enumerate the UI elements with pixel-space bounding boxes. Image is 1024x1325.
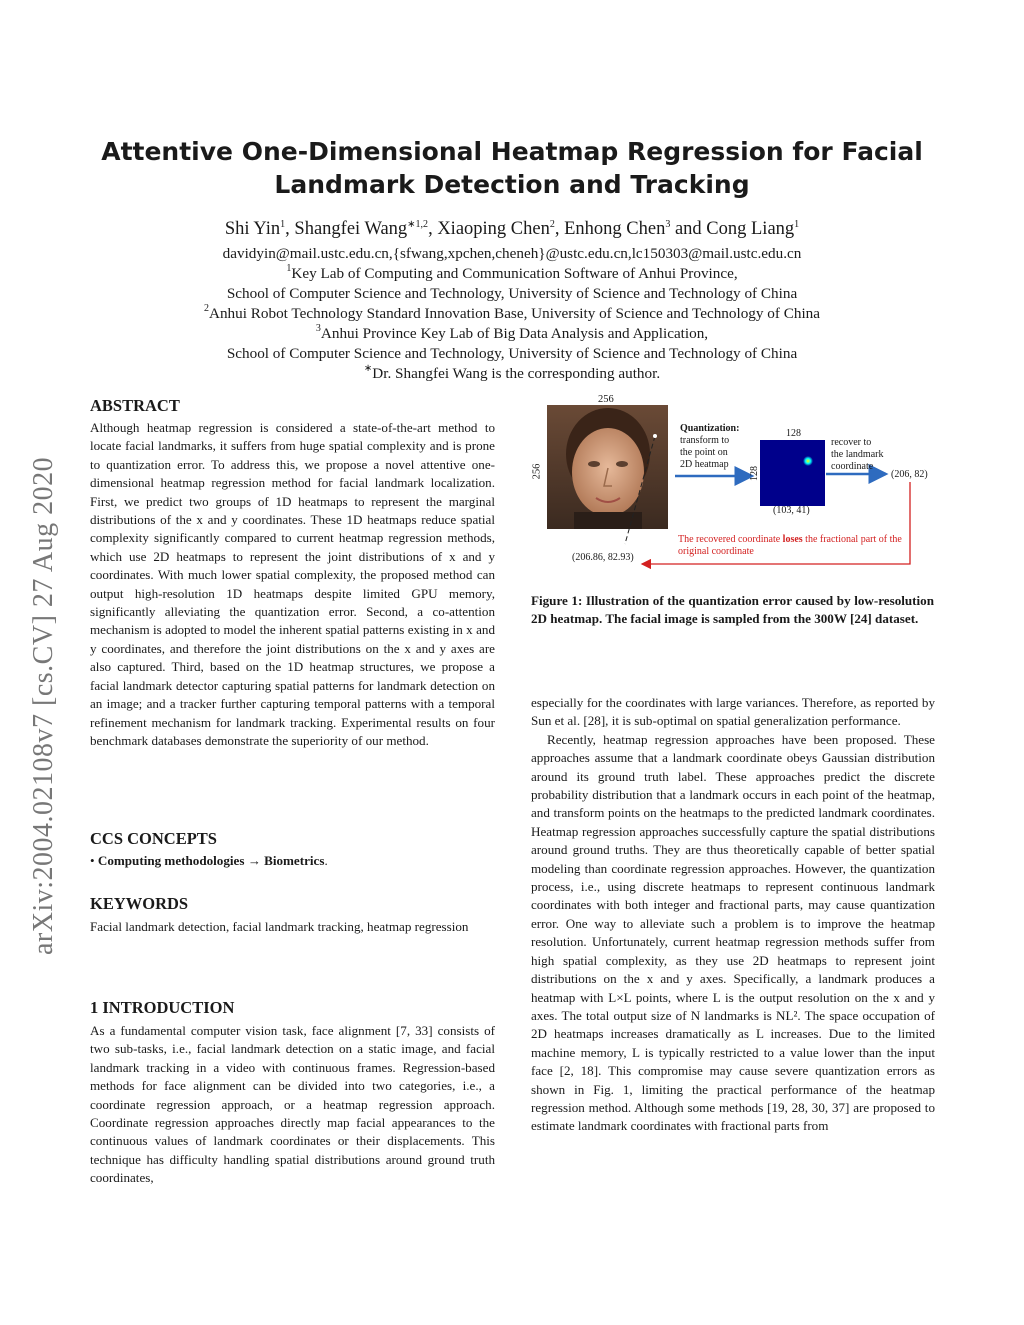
figure-caption: Figure 1: Illustration of the quantization error caused by low-resolution 2D heatmap. The facial image is sampled from the 300W [24] dataset.: [531, 593, 934, 627]
quant-line-3: 2D heatmap: [680, 459, 729, 470]
author-sup: 3: [665, 219, 671, 230]
original-coordinate: (206.86, 82.93): [572, 552, 634, 563]
abstract-body: [90, 419, 495, 750]
author-conjunction: and: [674, 219, 702, 239]
face-image: [547, 405, 668, 529]
face-height-label: 256: [531, 463, 543, 480]
intro-body: [90, 1022, 495, 1188]
error-note-bold: loses: [782, 534, 803, 545]
author-sup: 1: [794, 219, 800, 230]
recover-line-1: recover to: [831, 437, 872, 448]
author-list: Shi Yin$^1$, Shangfei Wang$^{∗1,2}$, Xiaoping Chen$^2$, Enhong Chen$^3$ and Cong Liang$^1$: [224, 219, 800, 239]
title-line-2: Landmark Detection and Tracking: [274, 170, 750, 199]
ccs-body: [90, 852, 495, 870]
affil-text: Dr. Shangfei Wang is the corresponding author.: [372, 365, 661, 382]
abstract-text: Although heatmap regression is considered a state-of-the-art method to locate facial landmarks, it suffers from huge spatial complexity and is prone to quantization error. To address this, we propose a novel attentive one-dimensional heatmap regression method for facial landmark localization. First, we predict two groups of 1D heatmaps to represent the marginal distributions of the x and y coordinates. These 1D heatmaps reduce spatial complexity significantly compared to current heatmap regression methods, which use 2D heatmaps to represent the joint distributions of x and y coordinates. With much lower spatial complexity, the proposed method can output high-resolution 1D heatmaps despite limited GPU memory, significantly alleviating the quantization error. Second, a co-attention mechanism is adopted to model the inherent spatial patterns existing in x and y coordinates, and therefore the joint distributions on the x and y axes are also captured. Third, based on the 1D heatmap structures, we propose a facial landmark detector capturing spatial patterns for landmark detection on an image; and a tracker further capturing temporal patterns with a temporal refinement mechanism for landmark tracking. Experimental results on four benchmark databases demonstrate the superiority of our method.: [90, 420, 495, 748]
arxiv-identifier: arXiv:2004.02108v7 [cs.CV] 27 Aug 2020: [28, 456, 59, 955]
affil-text: Anhui Robot Technology Standard Innovation Base, University of Science and Technology of China: [208, 305, 821, 322]
right-paragraph-2: Recently, heatmap regression approaches have been proposed. These approaches assume that a landmark coordinate obeys Gaussian distribution around its ground truth label. These approaches predict the discrete probability distribution that a landmark occurs in each point of the heatmap, and transform points on the heatmaps to the predicted landmark coordinates. Heatmap regression approaches successfully capture the spatial distributions around ground truths. They are thus theoretically capable of better spatial modeling than coordinate regression approaches. However, the quantization process, i.e., using discrete heatmaps to represent continuous landmark coordinates with both integer and fractional parts, may cause quantization error. One way to alleviate such a problem is to improve the heatmap resolution. Unfortunately, current heatmap regression methods suffer from high spatial complexity, as they use 2D heatmaps to represent joint distributions on the x and y axes. Specifically, a landmark produces a heatmap with L×L points, where L is the output resolution on the x and y axes. The total output size of N landmarks is NL². The space occupation of 2D heatmaps increases dramatically as L increases. Due to the limited machine memory, L is typically restricted to a value lower than the input face [2, 18]. This compromise may cause severe quantization errors as shown in Fig. 1, limiting the practical performance of the heatmap regression method. Although some methods [19, 28, 30, 37] are proposed to estimate landmark coordinates with fractional parts from: [531, 731, 935, 1134]
affiliation-line: [0, 264, 1024, 284]
affil-sup: 2: [203, 303, 209, 314]
intro-text: As a fundamental computer vision task, face alignment [7, 33] consists of two sub-tasks, i.e., facial landmark detection on a static image, and facial landmark tracking in a video with continuous frames. Regression-based methods for face alignment can be divided into two categories, i.e., a coordinate regression approach, or a heatmap regression approach. Coordinate regression approaches directly map facial appearances to the continuous values of landmark coordinates or their displacements. This technique has difficulty handling spatial distributions around ground truth coordinates,: [90, 1023, 495, 1186]
right-column-body: [531, 694, 935, 1136]
affil-sup: 1: [286, 263, 292, 274]
ccs-bullet: •: [90, 853, 98, 868]
heatmap-2d: [760, 440, 825, 506]
landmark-dot: [653, 434, 657, 438]
author-sup: 2: [549, 219, 555, 230]
affil-text: Key Lab of Computing and Communication Software of Anhui Province,: [291, 265, 738, 282]
figure-1: [530, 394, 950, 574]
quant-line-1: transform to: [680, 435, 730, 446]
affil-sup: 3: [315, 323, 321, 334]
affil-text: Anhui Province Key Lab of Big Data Analysis and Application,: [320, 325, 709, 342]
right-paragraph-1: especially for the coordinates with large variances. Therefore, as reported by Sun et al. [28], it is sub-optimal on spatial generalization performance.: [531, 695, 935, 729]
face-width-label: 256: [598, 394, 614, 405]
affiliation-line: School of Computer Science and Technology, University of Science and Technology of China: [226, 345, 798, 362]
author-name: Cong Liang: [706, 219, 795, 239]
paper-title: [0, 135, 1024, 201]
author-name: Xiaoping Chen: [437, 219, 550, 239]
abstract-heading: ABSTRACT: [90, 396, 180, 415]
keywords-body: Facial landmark detection, facial landmark tracking, heatmap regression: [90, 919, 469, 934]
title-line-1: Attentive One-Dimensional Heatmap Regression for Facial: [101, 137, 923, 166]
affil-sup: ∗: [363, 363, 373, 374]
keywords-heading: KEYWORDS: [90, 894, 189, 913]
quant-line-2: the point on: [680, 447, 728, 458]
author-sup: 1: [280, 219, 286, 230]
author-name: Shangfei Wang: [294, 219, 408, 239]
affiliation-line: [0, 364, 1024, 384]
affiliations: [0, 244, 1024, 384]
recover-line-2: the landmark: [831, 449, 884, 460]
heatmap-width-label: 128: [786, 428, 801, 439]
author-name: Enhong Chen: [564, 219, 666, 239]
error-note: [678, 534, 902, 545]
heatmap-point-label: (103, 41): [773, 505, 810, 516]
emails: davidyin@mail.ustc.edu.cn,{sfwang,xpchen,cheneh}@ustc.edu.cn,lc150303@mail.ustc.edu.cn: [222, 245, 802, 262]
error-note-line-2: original coordinate: [678, 546, 754, 557]
ccs-suffix: .: [324, 853, 328, 868]
affiliation-line: School of Computer Science and Technology, University of Science and Technology of China: [226, 285, 798, 302]
heatmap-height-label: 128: [749, 466, 760, 481]
intro-heading: 1 INTRODUCTION: [90, 998, 235, 1017]
ccs-concept: Computing methodologies → Biometrics: [97, 853, 325, 868]
author-name: Shi Yin: [224, 219, 281, 239]
affiliation-line: [0, 304, 1024, 324]
ccs-heading: CCS CONCEPTS: [90, 829, 217, 848]
recover-line-3: coordinate: [831, 461, 874, 472]
error-note-pre: The recovered coordinate: [678, 534, 783, 545]
heatmap-peak: [803, 456, 813, 466]
recovered-coordinate: (206, 82): [891, 469, 928, 480]
quant-title: Quantization:: [680, 423, 740, 434]
error-note-post: the fractional part of the: [802, 534, 902, 545]
affiliation-line: [0, 324, 1024, 344]
author-sup: ∗1,2: [407, 219, 429, 230]
